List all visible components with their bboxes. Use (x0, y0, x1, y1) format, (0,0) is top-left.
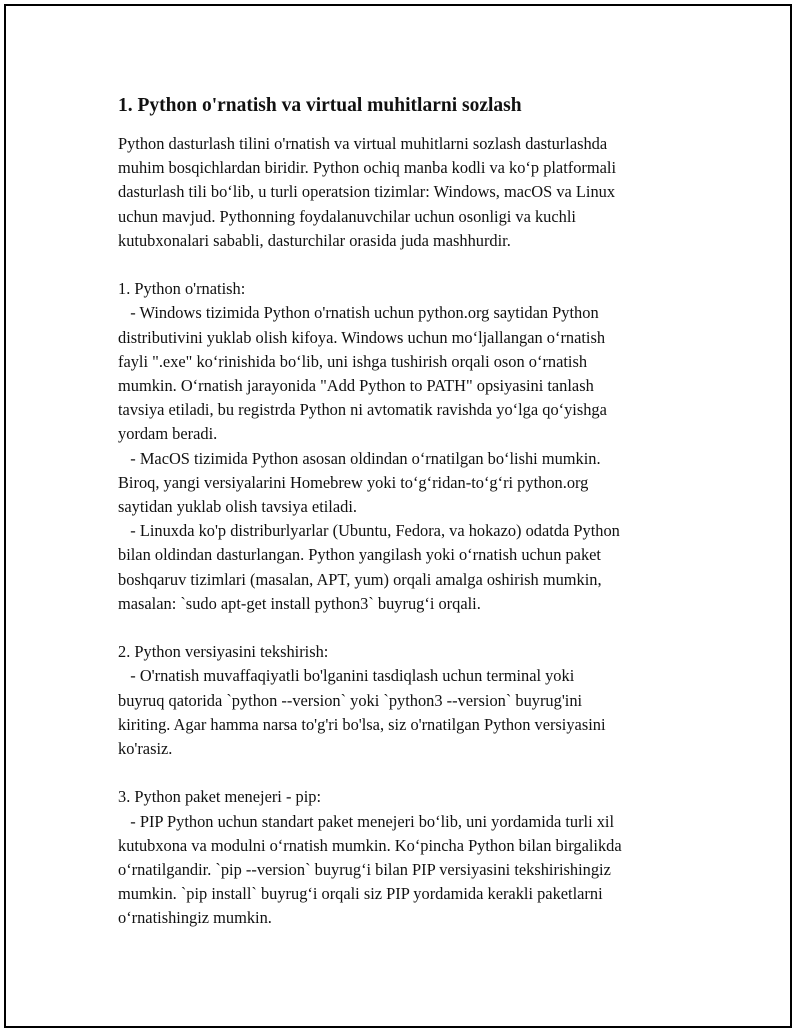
text-line: fayli ".exe" ko‘rinishida bo‘lib, uni ishga tushirish orqali oson o‘rnatish (118, 351, 588, 371)
text-line: dasturlash tili bo‘lib, u turli operatsion tizimlar: Windows, macOS va Linux (118, 182, 616, 202)
text-line: kutubxona va modulni o‘rnatish mumkin. Ko‘pincha Python bilan birgalikda (118, 835, 622, 855)
text-line: - Windows tizimida Python o'rnatish uchun python.org saytidan Python (118, 303, 599, 323)
text-line: - MacOS tizimida Python asosan oldindan o‘rnatilgan bo‘lishi mumkin. (118, 448, 601, 468)
text-line: 1. Python o'rnatish: (118, 279, 246, 299)
text-line: buyruq qatorida `python --version` yoki `python3 --version` buyrug'ini (118, 690, 583, 710)
text-line: kiriting. Agar hamma narsa to'g'ri bo'lsa, siz o'rnatilgan Python versiyasini (118, 714, 606, 734)
text-line: - PIP Python uchun standart paket menejeri bo‘lib, uni yordamida turli xil (118, 811, 615, 831)
text-line: o‘rnatilgandir. `pip --version` buyrug‘i bilan PIP versiyasini tekshirishingiz (118, 860, 611, 880)
text-line: ko'rasiz. (118, 739, 173, 759)
text-line: Python dasturlash tilini o'rnatish va virtual muhitlarni sozlash dasturlashda (118, 134, 608, 153)
text-line: bilan oldindan dasturlangan. Python yangilash yoki o‘rnatish uchun paket (118, 545, 601, 565)
text-line: - Linuxda ko'p distriburlyarlar (Ubuntu, Fedora, va hokazo) odatda Python (118, 521, 620, 541)
text-line: 2. Python versiyasini tekshirish: (118, 642, 329, 662)
text-line: boshqaruv tizimlari (masalan, APT, yum) orqali amalga oshirish mumkin, (118, 569, 602, 589)
text-line: mumkin. O‘rnatish jarayonida "Add Python to PATH" opsiyasini tanlash (118, 376, 594, 396)
document-content (118, 93, 718, 931)
text-line: tavsiya etiladi, bu registrda Python ni avtomatik ravishda yo‘lga qo‘yishga (118, 400, 607, 420)
version-check-section (118, 640, 718, 761)
text-line: yordam beradi. (118, 424, 218, 444)
text-line: masalan: `sudo apt-get install python3` buyrug‘i orqali. (118, 593, 481, 613)
text-line: o‘rnatishingiz mumkin. (118, 908, 272, 928)
section-title: 1. Python o'rnatish va virtual muhitlarni sozlash (118, 95, 522, 116)
text-line: muhim bosqichlardan biridir. Python ochiq manba kodli va ko‘p platformali (118, 158, 617, 178)
install-section (118, 277, 718, 616)
text-line: mumkin. `pip install` buyrug‘i orqali siz PIP yordamida kerakli paketlarni (118, 884, 603, 904)
text-line: distributivini yuklab olish kifoya. Windows uchun mo‘ljallangan o‘rnatish (118, 327, 606, 347)
paragraph-gap (118, 761, 718, 785)
text-line: - O'rnatish muvaffaqiyatli bo'lganini tasdiqlash uchun terminal yoki (118, 666, 575, 686)
pip-section (118, 785, 718, 930)
paragraph-gap (118, 616, 718, 640)
paragraph-gap (118, 253, 718, 277)
text-line: Biroq, yangi versiyalarini Homebrew yoki to‘g‘ridan-to‘g‘ri python.org (118, 472, 589, 492)
text-line: saytidan yuklab olish tavsiya etiladi. (118, 497, 357, 517)
intro-paragraph (118, 132, 718, 253)
text-line: 3. Python paket menejeri - pip: (118, 787, 322, 807)
text-line: kutubxonalari sababli, dasturchilar orasida juda mashhurdir. (118, 230, 511, 250)
text-line: uchun mavjud. Pythonning foydalanuvchilar uchun osonligi va kuchli (118, 206, 576, 226)
